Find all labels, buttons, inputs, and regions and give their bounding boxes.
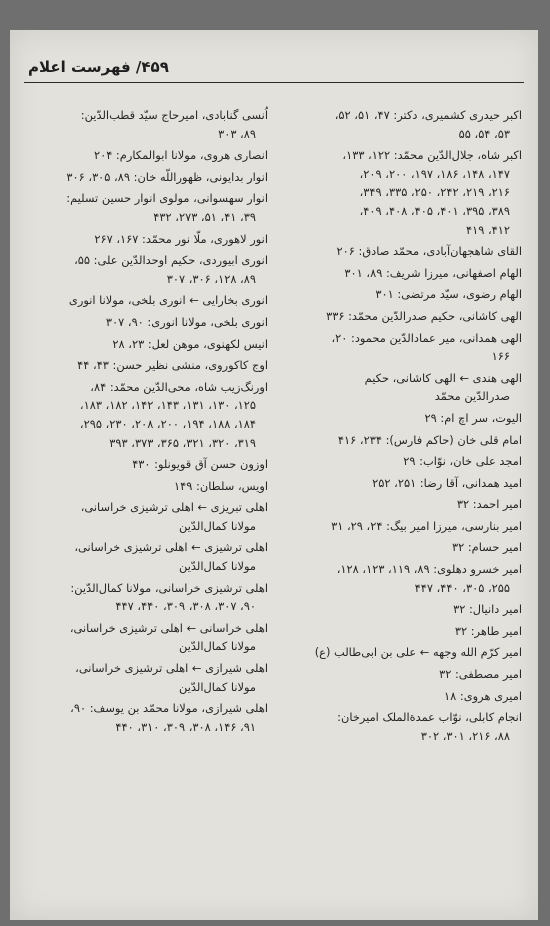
index-entry bbox=[284, 329, 522, 366]
index-entry bbox=[30, 699, 268, 736]
index-entry bbox=[284, 538, 522, 557]
index-entry-continuation: ۹۱، ۱۴۶، ۳۰۸، ۳۰۹، ۳۱۰، ۴۴۰ bbox=[115, 719, 256, 734]
index-entry-continuation: ۱۴۷، ۱۴۸، ۱۸۶، ۱۹۷، ۲۰۰، ۲۰۹، bbox=[359, 166, 510, 181]
index-entry-continuation: ۸۹، ۱۲۸، ۳۰۶، ۳۰۷ bbox=[166, 271, 256, 286]
index-entry-continuation: ۱۶۶ bbox=[491, 349, 510, 364]
index-entry bbox=[30, 291, 268, 310]
index-entry-text: اهلی ترشیزی ← اهلی ترشیزی خراسانی، bbox=[74, 540, 268, 555]
book-page bbox=[10, 30, 538, 920]
index-entry-continuation: مولانا کمال‌الدّین bbox=[179, 639, 256, 654]
index-entry-text: امیر مصطفی: ۳۲ bbox=[439, 667, 522, 682]
index-entry bbox=[284, 517, 522, 536]
index-entry-text: الهی همدانی، میر عمادالدّین محمود: ۲۰، bbox=[331, 330, 522, 345]
index-entry bbox=[284, 106, 522, 143]
index-entry bbox=[30, 356, 268, 375]
index-entry bbox=[284, 431, 522, 450]
index-entry-text: اکبر شاه، جلال‌الدّین محمّد: ۱۲۲، ۱۳۳، bbox=[342, 148, 522, 163]
index-entry-continuation: ۳۸۹، ۳۹۵، ۴۰۱، ۴۰۵، ۴۰۸، ۴۰۹، bbox=[359, 203, 510, 218]
index-entry-continuation: ۹۰، ۳۰۷، ۳۰۸، ۳۰۹، ۴۴۰، ۴۴۷ bbox=[115, 599, 256, 614]
index-entry-text: القای شاهجهان‌آبادی، محمّد صادق: ۲۰۶ bbox=[336, 244, 522, 259]
index-entry-continuation: ۸۹، ۳۰۳ bbox=[218, 126, 256, 141]
index-entry bbox=[30, 335, 268, 354]
index-entry-text: اهلی شیرازی ← اهلی ترشیزی خراسانی، bbox=[75, 661, 268, 676]
index-entry-text: امیر کرّم الله وجهه ← علی بن ابی‌طالب (ع) bbox=[314, 645, 522, 660]
index-entry-text: انوار بدایونی، ظهوراللّه خان: ۸۹، ۳۰۵، ۳۰۶ bbox=[66, 169, 268, 184]
index-entry-text: امجد علی خان، نوّاب: ۲۹ bbox=[403, 454, 522, 469]
page-title: ۴۵۹/ فهرست اعلام bbox=[28, 58, 169, 76]
index-entry bbox=[284, 369, 522, 406]
index-entry-text: انیس لکهنوی، موهن لعل: ۲۳، ۲۸ bbox=[112, 336, 268, 351]
index-entry-text: امیری هروی: ۱۸ bbox=[444, 688, 522, 703]
index-entry-text: اوج کاکوروی، منشی نظیر حسن: ۴۳، ۴۴ bbox=[77, 358, 268, 373]
index-entry bbox=[284, 474, 522, 493]
index-entry bbox=[30, 378, 268, 452]
index-entry bbox=[284, 452, 522, 471]
index-entry-continuation: مولانا کمال‌الدّین bbox=[179, 679, 256, 694]
index-entry-text: انجام کابلی، نوّاب عمدةالملک امیرخان: bbox=[337, 710, 522, 725]
page-header bbox=[24, 56, 524, 83]
index-entry bbox=[30, 146, 268, 165]
index-entry-continuation: صدرالدّین محمّد bbox=[434, 389, 510, 404]
index-entry bbox=[284, 708, 522, 745]
index-entry bbox=[30, 579, 268, 616]
index-entry-text: اورنگ‌زیب شاه، محی‌الدّین محمّد: ۸۴، bbox=[90, 379, 268, 394]
index-entry-text: اوزون حسن آق قویونلو: ۴۳۰ bbox=[132, 457, 268, 472]
index-entry-continuation: ۸۸، ۲۱۶، ۳۰۱، ۳۰۲ bbox=[420, 728, 510, 743]
index-entry-text: امید همدانی، آقا رضا: ۲۵۱، ۲۵۲ bbox=[372, 475, 522, 490]
index-entry-text: الهام اصفهانی، میرزا شریف: ۸۹، ۳۰۱ bbox=[344, 265, 522, 280]
index-entry-text: انوار سهسوانی، مولوی انوار حسین تسلیم: bbox=[66, 191, 268, 206]
index-entry bbox=[284, 687, 522, 706]
index-entry-text: انوری بلخی، مولانا انوری: ۹۰، ۳۰۷ bbox=[105, 314, 268, 329]
index-entry-continuation: ۵۳، ۵۴، ۵۵ bbox=[458, 126, 510, 141]
index-entry bbox=[30, 168, 268, 187]
index-entry bbox=[30, 538, 268, 575]
index-entry-continuation: ۲۵۵، ۳۰۵، ۴۴۰، ۴۴۷ bbox=[414, 580, 510, 595]
index-entry-text: الهام رضوی، سیّد مرتضی: ۳۰۱ bbox=[375, 287, 522, 302]
index-entry bbox=[30, 498, 268, 535]
index-column-left bbox=[30, 106, 268, 739]
index-entry-text: امیر دانیال: ۳۲ bbox=[453, 602, 522, 617]
index-entry-text: انصاری هروی، مولانا ابوالمکارم: ۲۰۴ bbox=[93, 148, 268, 163]
index-entry bbox=[284, 146, 522, 239]
index-entry-continuation: ۳۱۹، ۳۲۰، ۳۲۱، ۳۶۵، ۳۷۳، ۳۹۳ bbox=[109, 435, 256, 450]
index-entry-continuation: مولانا کمال‌الدّین bbox=[179, 559, 256, 574]
index-entry bbox=[284, 622, 522, 641]
index-entry-continuation: مولانا کمال‌الدّین bbox=[179, 518, 256, 533]
index-entry bbox=[30, 189, 268, 226]
index-entry-text: امیر بنارسی، میرزا امیر بیگ: ۲۴، ۲۹، ۳۱ bbox=[331, 518, 522, 533]
index-entry bbox=[284, 307, 522, 326]
index-entry-text: اویس، سلطان: ۱۴۹ bbox=[174, 478, 268, 493]
index-entry bbox=[284, 264, 522, 283]
index-entry bbox=[30, 251, 268, 288]
index-entry-text: الیوت، سر اچ ام: ۲۹ bbox=[424, 410, 522, 425]
index-entry-text: امام قلی خان (حاکم فارس): ۲۳۴، ۴۱۶ bbox=[337, 432, 522, 447]
index-entry-text: الهی هندی ← الهی کاشانی، حکیم bbox=[364, 370, 522, 385]
index-entry-text: امیر طاهر: ۳۲ bbox=[454, 623, 522, 638]
index-entry-text: اهلی خراسانی ← اهلی ترشیزی خراسانی، bbox=[69, 620, 268, 635]
index-entry-text: امیر حسام: ۳۲ bbox=[451, 540, 522, 555]
index-entry bbox=[30, 230, 268, 249]
index-entry bbox=[30, 477, 268, 496]
index-entry bbox=[284, 560, 522, 597]
index-entry bbox=[284, 600, 522, 619]
index-entry-continuation: ۳۹، ۴۱، ۵۱، ۲۷۳، ۴۳۲ bbox=[153, 209, 256, 224]
index-entry-text: اکبر حیدری کشمیری، دکتر: ۴۷، ۵۱، ۵۲، bbox=[334, 108, 522, 122]
index-entry bbox=[284, 643, 522, 662]
index-entry-text: اهلی ترشیزی خراسانی، مولانا کمال‌الدّین: bbox=[70, 580, 268, 595]
index-entry bbox=[284, 285, 522, 304]
index-entry bbox=[284, 242, 522, 261]
index-entry-text: اهلی تبریزی ← اهلی ترشیزی خراسانی، bbox=[80, 500, 268, 515]
index-entry bbox=[284, 495, 522, 514]
index-entry bbox=[30, 659, 268, 696]
index-entry-text: امیر خسرو دهلوی: ۸۹، ۱۱۹، ۱۲۳، ۱۲۸، bbox=[336, 562, 522, 577]
index-entry-continuation: ۲۱۶، ۲۱۹، ۲۴۲، ۲۵۰، ۳۳۵، ۳۴۹، bbox=[359, 185, 510, 200]
index-entry-continuation: ۱۸۴، ۱۸۸، ۱۹۴، ۲۰۰، ۲۰۸، ۲۳۰، ۲۹۵، bbox=[79, 416, 256, 431]
index-entry bbox=[284, 409, 522, 428]
index-entry-continuation: ۴۱۲، ۴۱۹ bbox=[465, 222, 510, 237]
index-column-right bbox=[284, 106, 522, 748]
index-entry bbox=[30, 619, 268, 656]
index-entry-text: امیر احمد: ۳۲ bbox=[456, 497, 522, 512]
index-entry-text: انوری بخارایی ← انوری بلخی، مولانا انوری bbox=[68, 293, 268, 308]
index-entry-text: اُنسی گنابادی، امیرحاج سیّد قطب‌الدّین: bbox=[80, 108, 268, 122]
index-entry-text: الهی کاشانی، حکیم صدرالدّین محمّد: ۳۳۶ bbox=[326, 308, 522, 323]
index-entry bbox=[30, 313, 268, 332]
index-entry-text: انور لاهوری، ملّا نور محمّد: ۱۶۷، ۲۶۷ bbox=[94, 231, 268, 246]
index-entry-text: اهلی شیرازی، مولانا محمّد بن یوسف: ۹۰، bbox=[70, 701, 268, 716]
index-entry bbox=[30, 455, 268, 474]
index-entry-text: انوری ابیوردی، حکیم اوحدالدّین علی: ۵۵، bbox=[74, 253, 268, 268]
index-entry bbox=[30, 106, 268, 143]
index-entry-continuation: ۱۲۵، ۱۳۰، ۱۳۱، ۱۴۳، ۱۴۲، ۱۸۲، ۱۸۳، bbox=[79, 398, 256, 413]
index-entry bbox=[284, 665, 522, 684]
